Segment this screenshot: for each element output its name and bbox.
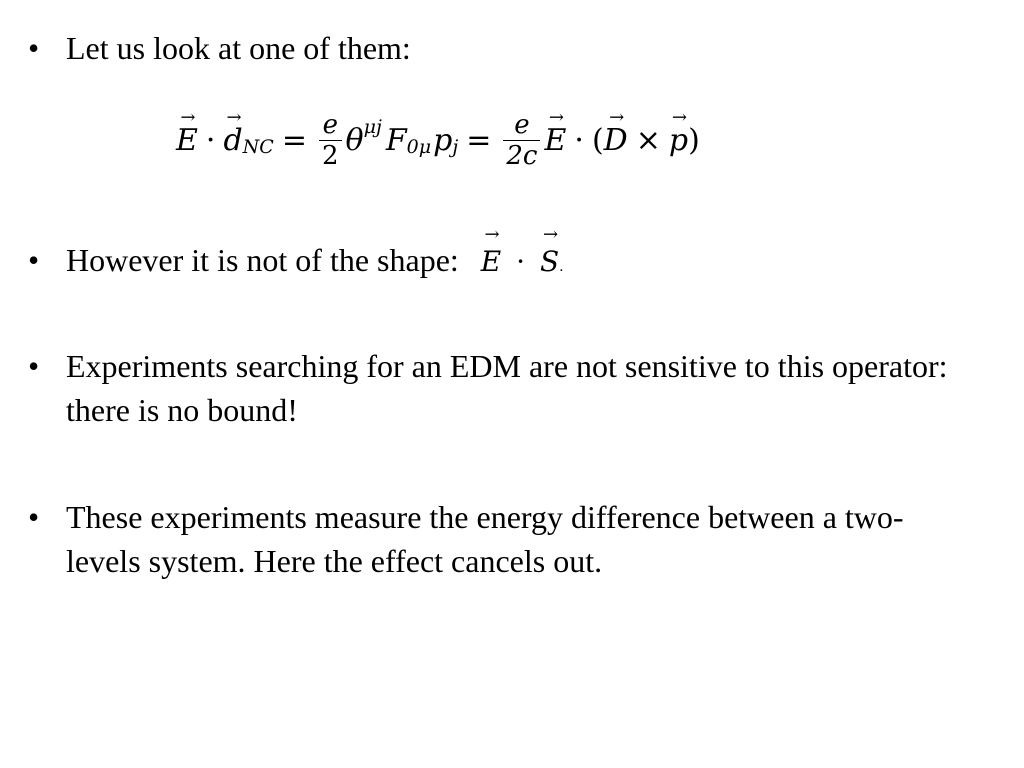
momentum-p: p (433, 122, 453, 158)
bullet-text-4: These experiments measure the energy difference between a two-levels system. Here the effect cancels out. (66, 499, 904, 579)
vector-arrow-icon: → (609, 106, 625, 128)
fraction-denominator: 2 (319, 140, 342, 171)
left-paren: ( (591, 122, 604, 158)
vector-E-inline: → E (480, 224, 502, 278)
bullet-icon: • (28, 348, 40, 384)
vector-arrow-icon: → (180, 106, 196, 128)
vector-E-rhs: → E (544, 106, 567, 158)
field-tensor-F: F (385, 122, 407, 158)
right-paren: ) (688, 122, 700, 158)
fraction-numerator-2: e (514, 109, 530, 140)
vector-p: → p (668, 106, 689, 158)
fraction-e-over-2c (503, 110, 540, 171)
vector-d: → d (223, 106, 243, 158)
vector-arrow-icon: → (226, 106, 242, 128)
fraction-e-over-2 (319, 110, 342, 171)
dot-operator-2: · (574, 122, 584, 158)
subscript-nc: NC (242, 136, 274, 158)
vector-arrow-icon: → (484, 224, 500, 245)
bullet-text-1: Let us look at one of them: (66, 30, 411, 66)
vector-S: → S (539, 224, 560, 278)
bullet-icon: • (28, 242, 40, 278)
bullet-text-2-label: However it is not of the shape: (66, 242, 459, 278)
theta-symbol: θ (345, 122, 364, 158)
expression-E-dot-S (480, 224, 564, 289)
bullet-icon: • (28, 499, 40, 535)
equals-sign-2: = (466, 122, 492, 158)
subscript-j: j (452, 136, 459, 158)
equation-nc-dipole (176, 100, 700, 180)
expression-period: . (559, 259, 564, 275)
bullet-text-2 (66, 224, 966, 289)
fraction-denominator-2: 2c (503, 140, 540, 171)
bullet-icon: • (28, 30, 40, 66)
dot-operator-inline: · (516, 245, 526, 278)
vector-D: → D (603, 106, 628, 158)
subscript-0mu: 0μ (406, 136, 432, 158)
vector-arrow-icon: → (671, 106, 688, 128)
vector-arrow-icon: → (543, 224, 559, 245)
vector-E: → E (176, 106, 198, 158)
equals-sign: = (281, 122, 307, 158)
dot-operator: · (205, 122, 216, 158)
vector-arrow-icon: → (548, 106, 564, 128)
bullet-text-3: Experiments searching for an EDM are not sensitive to this operator: there is no bound! (66, 348, 948, 428)
cross-operator: × (635, 122, 661, 158)
superscript-mu-j: μj (363, 116, 382, 138)
fraction-numerator: e (322, 109, 338, 140)
